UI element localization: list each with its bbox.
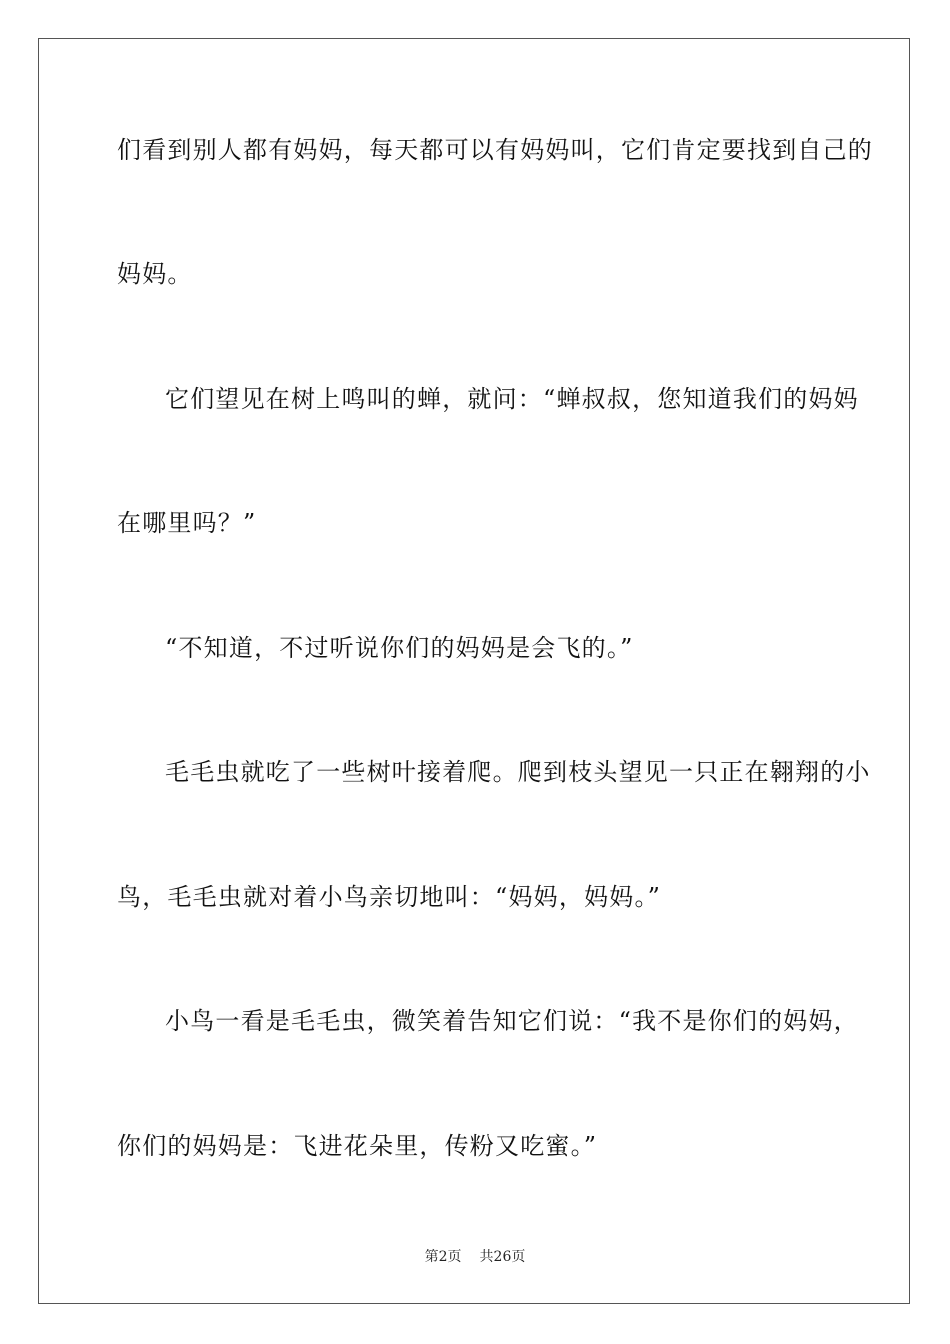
page-border [38,38,910,1304]
text-line-8: 小鸟一看是毛毛虫，微笑着告知它们说：“我不是你们的妈妈， [165,1007,859,1035]
text-line-3: 它们望见在树上鸣叫的蝉，就问：“蝉叔叔，您知道我们的妈妈 [165,385,859,413]
text-line-4: 在哪里吗？” [117,509,257,537]
text-line-6: 毛毛虫就吃了一些树叶接着爬。爬到枝头望见一只正在翱翔的小 [165,758,871,786]
page-footer [0,1249,950,1265]
total-pages: 共26页 [479,1249,526,1265]
text-line-5: “不知道，不过听说你们的妈妈是会飞的。” [165,634,634,662]
text-line-7: 鸟，毛毛虫就对着小鸟亲切地叫：“妈妈，妈妈。” [117,883,662,911]
text-line-2: 妈妈。 [117,260,193,288]
text-line-9: 你们的妈妈是：飞进花朵里，传粉又吃蜜。” [117,1132,598,1160]
text-line-1: 们看到别人都有妈妈，每天都可以有妈妈叫，它们肯定要找到自己的 [117,136,873,164]
page-number: 第2页 [424,1249,462,1265]
